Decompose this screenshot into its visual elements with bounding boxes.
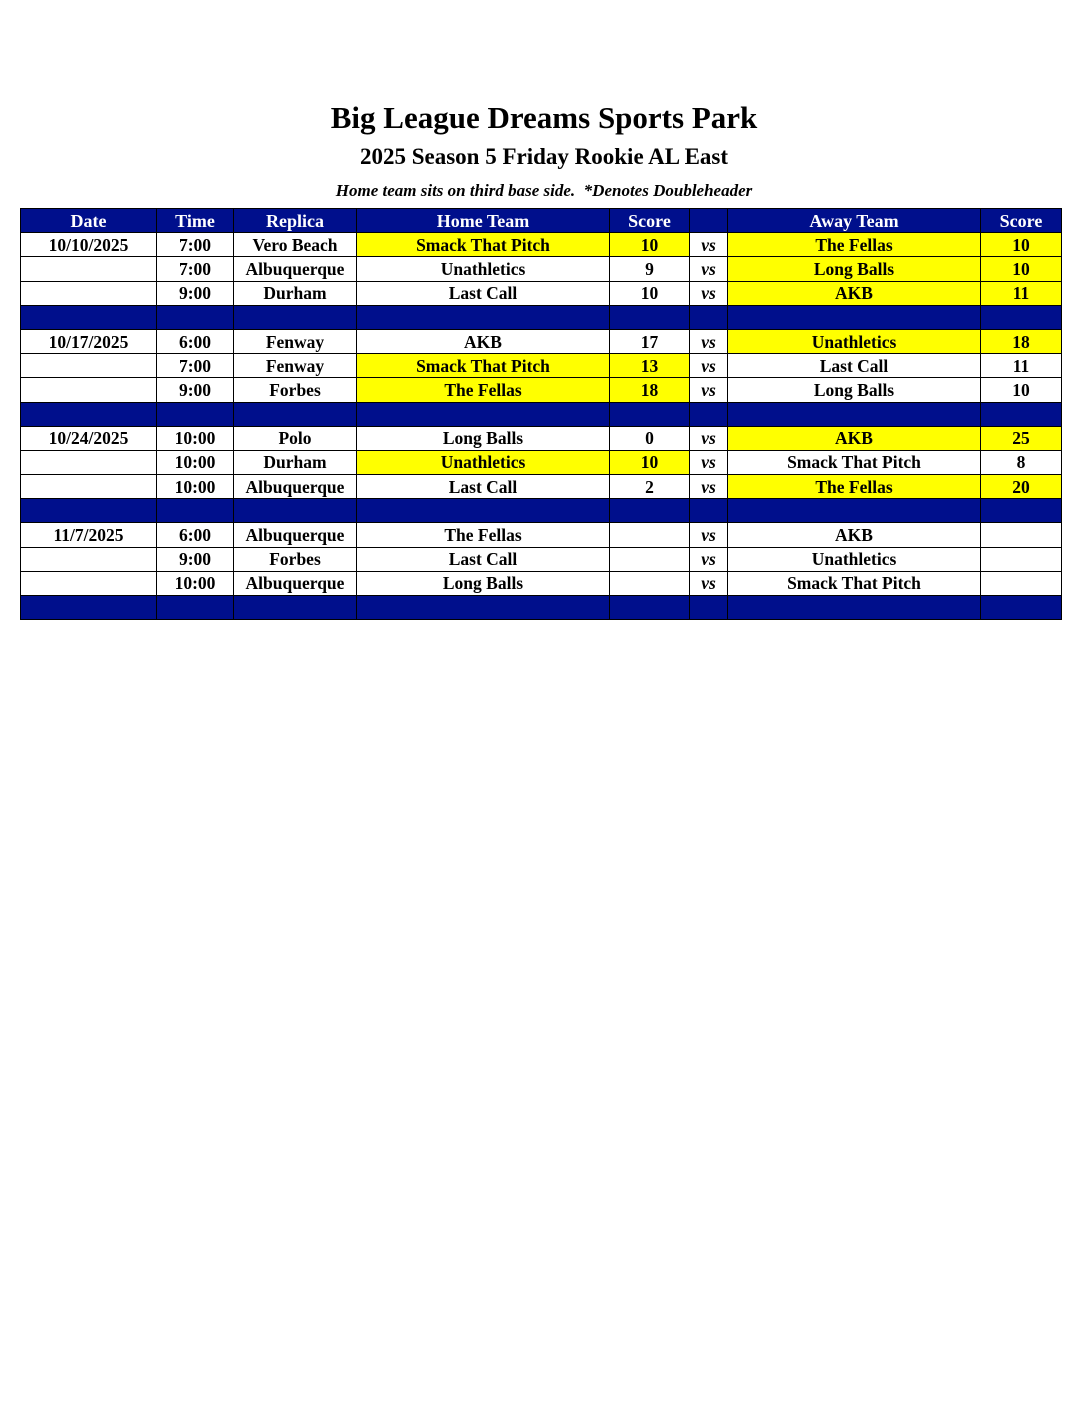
home-team: Unathletics [357, 450, 610, 474]
column-header-vs [690, 209, 728, 233]
separator-cell [234, 499, 357, 523]
game-replica: Albuquerque [234, 571, 357, 595]
header-row [21, 209, 1062, 233]
vs-label: vs [690, 547, 728, 571]
schedule-body [21, 233, 1062, 620]
home-team: Unathletics [357, 257, 610, 281]
column-header-away-team: Away Team [728, 209, 981, 233]
separator-cell [690, 596, 728, 620]
game-row [21, 354, 1062, 378]
away-team: AKB [728, 281, 981, 305]
away-team: Unathletics [728, 547, 981, 571]
game-time: 9:00 [157, 281, 234, 305]
separator-cell [157, 596, 234, 620]
separator-cell [21, 305, 157, 329]
away-team: AKB [728, 426, 981, 450]
home-score: 10 [610, 281, 690, 305]
away-score: 10 [981, 378, 1062, 402]
home-team: Smack That Pitch [357, 233, 610, 257]
home-team: Smack That Pitch [357, 354, 610, 378]
separator-cell [21, 596, 157, 620]
separator-cell [357, 305, 610, 329]
home-score: 10 [610, 450, 690, 474]
game-time: 9:00 [157, 547, 234, 571]
home-score: 13 [610, 354, 690, 378]
game-date: 10/17/2025 [21, 329, 157, 353]
game-replica: Polo [234, 426, 357, 450]
vs-label: vs [690, 523, 728, 547]
home-score: 10 [610, 233, 690, 257]
week-separator-row [21, 402, 1062, 426]
away-score: 25 [981, 426, 1062, 450]
separator-cell [157, 402, 234, 426]
game-time: 7:00 [157, 233, 234, 257]
separator-cell [357, 596, 610, 620]
game-date [21, 257, 157, 281]
separator-cell [610, 596, 690, 620]
vs-label: vs [690, 329, 728, 353]
game-row [21, 378, 1062, 402]
away-team: Last Call [728, 354, 981, 378]
game-date: 11/7/2025 [21, 523, 157, 547]
home-team: Long Balls [357, 426, 610, 450]
game-row [21, 523, 1062, 547]
game-replica: Durham [234, 281, 357, 305]
column-header-away-score: Score [981, 209, 1062, 233]
game-date [21, 547, 157, 571]
away-team: Long Balls [728, 257, 981, 281]
game-row [21, 257, 1062, 281]
separator-cell [981, 596, 1062, 620]
week-separator-row [21, 305, 1062, 329]
game-replica: Vero Beach [234, 233, 357, 257]
separator-cell [981, 499, 1062, 523]
away-score: 8 [981, 450, 1062, 474]
schedule-table [20, 208, 1062, 620]
home-team: Last Call [357, 547, 610, 571]
vs-label: vs [690, 378, 728, 402]
week-separator-row [21, 499, 1062, 523]
game-row [21, 426, 1062, 450]
separator-cell [728, 596, 981, 620]
game-date [21, 281, 157, 305]
away-score: 10 [981, 257, 1062, 281]
game-time: 10:00 [157, 475, 234, 499]
vs-label: vs [690, 426, 728, 450]
separator-cell [234, 305, 357, 329]
separator-cell [981, 305, 1062, 329]
away-team: Smack That Pitch [728, 450, 981, 474]
game-replica: Fenway [234, 329, 357, 353]
game-time: 7:00 [157, 257, 234, 281]
game-date [21, 571, 157, 595]
game-date: 10/10/2025 [21, 233, 157, 257]
home-score: 2 [610, 475, 690, 499]
home-score [610, 523, 690, 547]
home-team: Last Call [357, 475, 610, 499]
away-score: 20 [981, 475, 1062, 499]
home-score [610, 547, 690, 571]
away-score: 11 [981, 281, 1062, 305]
vs-label: vs [690, 571, 728, 595]
game-replica: Forbes [234, 547, 357, 571]
game-replica: Albuquerque [234, 523, 357, 547]
home-team: Last Call [357, 281, 610, 305]
column-header-time: Time [157, 209, 234, 233]
away-team: The Fellas [728, 475, 981, 499]
separator-cell [690, 402, 728, 426]
separator-cell [234, 402, 357, 426]
away-team: Unathletics [728, 329, 981, 353]
home-score: 18 [610, 378, 690, 402]
home-team: Long Balls [357, 571, 610, 595]
column-header-replica: Replica [234, 209, 357, 233]
game-replica: Forbes [234, 378, 357, 402]
game-replica: Albuquerque [234, 257, 357, 281]
separator-cell [157, 305, 234, 329]
game-time: 7:00 [157, 354, 234, 378]
game-date [21, 450, 157, 474]
away-score [981, 547, 1062, 571]
game-time: 10:00 [157, 571, 234, 595]
separator-cell [157, 499, 234, 523]
game-row [21, 571, 1062, 595]
game-time: 6:00 [157, 523, 234, 547]
separator-cell [728, 402, 981, 426]
vs-label: vs [690, 281, 728, 305]
separator-cell [357, 402, 610, 426]
vs-label: vs [690, 450, 728, 474]
away-score: 11 [981, 354, 1062, 378]
game-time: 10:00 [157, 450, 234, 474]
schedule-note: Home team sits on third base side. *Denotes Doubleheader [335, 181, 753, 200]
game-row [21, 547, 1062, 571]
game-replica: Fenway [234, 354, 357, 378]
game-row [21, 281, 1062, 305]
vs-label: vs [690, 233, 728, 257]
away-score [981, 523, 1062, 547]
game-date [21, 378, 157, 402]
game-time: 10:00 [157, 426, 234, 450]
column-header-home-score: Score [610, 209, 690, 233]
game-row [21, 475, 1062, 499]
separator-cell [728, 499, 981, 523]
away-team: Long Balls [728, 378, 981, 402]
page-subtitle: 2025 Season 5 Friday Rookie AL East [359, 144, 729, 169]
vs-label: vs [690, 354, 728, 378]
separator-cell [234, 596, 357, 620]
home-score [610, 571, 690, 595]
game-date [21, 475, 157, 499]
separator-cell [21, 499, 157, 523]
separator-cell [981, 402, 1062, 426]
away-team: The Fellas [728, 233, 981, 257]
away-score: 18 [981, 329, 1062, 353]
vs-label: vs [690, 475, 728, 499]
separator-cell [728, 305, 981, 329]
separator-cell [610, 499, 690, 523]
game-row [21, 450, 1062, 474]
game-replica: Durham [234, 450, 357, 474]
game-time: 9:00 [157, 378, 234, 402]
separator-cell [690, 305, 728, 329]
vs-label: vs [690, 257, 728, 281]
separator-cell [610, 402, 690, 426]
away-team: AKB [728, 523, 981, 547]
away-score [981, 571, 1062, 595]
game-date: 10/24/2025 [21, 426, 157, 450]
away-score: 10 [981, 233, 1062, 257]
column-header-home-team: Home Team [357, 209, 610, 233]
game-date [21, 354, 157, 378]
separator-cell [357, 499, 610, 523]
separator-cell [610, 305, 690, 329]
game-replica: Albuquerque [234, 475, 357, 499]
home-team: The Fellas [357, 378, 610, 402]
separator-cell [21, 402, 157, 426]
away-team: Smack That Pitch [728, 571, 981, 595]
separator-cell [690, 499, 728, 523]
game-time: 6:00 [157, 329, 234, 353]
home-score: 0 [610, 426, 690, 450]
home-score: 17 [610, 329, 690, 353]
page-title: Big League Dreams Sports Park [330, 100, 758, 135]
game-row [21, 329, 1062, 353]
column-header-date: Date [21, 209, 157, 233]
game-row [21, 233, 1062, 257]
home-team: AKB [357, 329, 610, 353]
home-score: 9 [610, 257, 690, 281]
week-separator-row [21, 596, 1062, 620]
home-team: The Fellas [357, 523, 610, 547]
